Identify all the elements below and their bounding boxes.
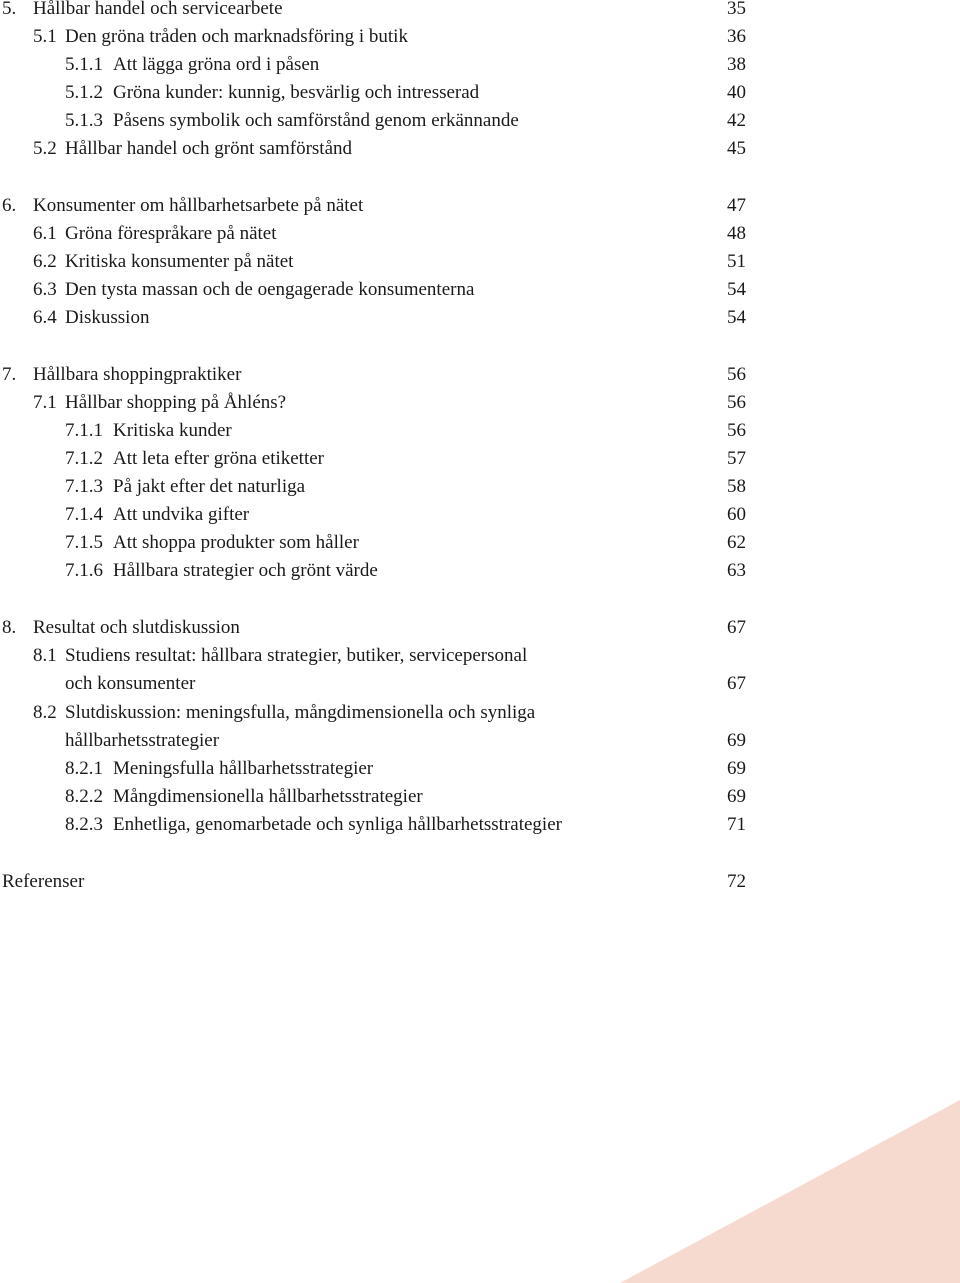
toc-page: 38 bbox=[727, 54, 746, 75]
toc-page: 36 bbox=[727, 26, 746, 47]
toc-page: 69 bbox=[727, 730, 746, 751]
toc-page: 42 bbox=[727, 110, 746, 131]
toc-number: 7. bbox=[2, 364, 17, 385]
toc-number: 5.1.1 bbox=[65, 54, 103, 75]
toc-page: 47 bbox=[727, 195, 746, 216]
toc-title: Kritiska kunder bbox=[113, 420, 232, 441]
toc-title: hållbarhetsstrategier bbox=[65, 730, 220, 751]
toc-number: 5.2 bbox=[33, 138, 57, 159]
corner-triangle bbox=[620, 1100, 960, 1283]
toc-title: Den gröna tråden och marknadsföring i butik bbox=[65, 26, 408, 47]
toc-title: Kritiska konsumenter på nätet bbox=[65, 251, 294, 272]
toc-page: 40 bbox=[727, 82, 746, 103]
toc-title: Resultat och slutdiskussion bbox=[33, 617, 240, 638]
toc-title: Gröna kunder: kunnig, besvärlig och intresserad bbox=[113, 82, 480, 103]
toc-page: 57 bbox=[727, 448, 746, 469]
toc-page: 67 bbox=[727, 617, 746, 638]
toc-title: Att leta efter gröna etiketter bbox=[113, 448, 325, 469]
toc-number: 6.4 bbox=[33, 307, 57, 328]
toc-page: 69 bbox=[727, 786, 746, 807]
toc-title: Konsumenter om hållbarhetsarbete på nätet bbox=[33, 195, 364, 216]
toc-number: 8.2 bbox=[33, 702, 57, 723]
toc-number: 7.1.3 bbox=[65, 476, 103, 497]
toc-number: 5.1.2 bbox=[65, 82, 103, 103]
toc-title: Hållbar handel och grönt samförstånd bbox=[65, 138, 353, 159]
toc-number: 8.2.1 bbox=[65, 758, 103, 779]
toc-title: På jakt efter det naturliga bbox=[113, 476, 306, 497]
toc-number: 6.1 bbox=[33, 223, 57, 244]
toc-page: 67 bbox=[727, 673, 746, 694]
toc-number: 7.1.1 bbox=[65, 420, 103, 441]
toc-page: 72 bbox=[727, 871, 746, 892]
toc-title: Studiens resultat: hållbara strategier, butiker, servicepersonal bbox=[65, 645, 528, 666]
toc-page: 60 bbox=[727, 504, 746, 525]
toc-title: Slutdiskussion: meningsfulla, mångdimensionella och synliga bbox=[65, 702, 536, 723]
toc-number: 8.2.3 bbox=[65, 814, 103, 835]
toc-page: 69 bbox=[727, 758, 746, 779]
toc-title: Mångdimensionella hållbarhetsstrategier bbox=[113, 786, 423, 807]
toc-number: 7.1 bbox=[33, 392, 57, 413]
toc-title: och konsumenter bbox=[65, 673, 196, 694]
toc-page: 48 bbox=[727, 223, 746, 244]
toc-number: 5. bbox=[2, 0, 17, 19]
toc-number: 7.1.5 bbox=[65, 532, 103, 553]
toc-title: Meningsfulla hållbarhetsstrategier bbox=[113, 758, 374, 779]
toc-number: 6.3 bbox=[33, 279, 57, 300]
toc-number: 7.1.4 bbox=[65, 504, 103, 525]
toc-page: 58 bbox=[727, 476, 746, 497]
toc-title: Hållbara strategier och grönt värde bbox=[113, 560, 378, 581]
toc-page: 56 bbox=[727, 420, 746, 441]
toc-number: 8.2.2 bbox=[65, 786, 103, 807]
toc-page: 56 bbox=[727, 364, 746, 385]
toc-title: Att undvika gifter bbox=[113, 504, 250, 525]
toc-page: 51 bbox=[727, 251, 746, 272]
toc-title: Enhetliga, genomarbetade och synliga hållbarhetsstrategier bbox=[113, 814, 562, 835]
toc-number: 6. bbox=[2, 195, 17, 216]
toc-number: 5.1 bbox=[33, 26, 57, 47]
toc-title: Hållbar handel och servicearbete bbox=[33, 0, 283, 19]
toc-title: Diskussion bbox=[65, 307, 150, 328]
toc-title: Referenser bbox=[2, 871, 85, 892]
toc-title: Påsens symbolik och samförstånd genom erkännande bbox=[113, 110, 519, 131]
toc-page: 35 bbox=[727, 0, 746, 19]
toc-page: 56 bbox=[727, 392, 746, 413]
toc-title: Att shoppa produkter som håller bbox=[113, 532, 359, 553]
toc-title: Hållbara shoppingpraktiker bbox=[33, 364, 242, 385]
toc-page: 54 bbox=[727, 307, 746, 328]
toc-page: 54 bbox=[727, 279, 746, 300]
toc-page: 45 bbox=[727, 138, 746, 159]
toc-number: 7.1.2 bbox=[65, 448, 103, 469]
toc-number: 8.1 bbox=[33, 645, 57, 666]
toc-title: Gröna förespråkare på nätet bbox=[65, 223, 277, 244]
toc-title: Hållbar shopping på Åhléns? bbox=[65, 392, 287, 413]
toc-page: 63 bbox=[727, 560, 746, 581]
toc-number: 6.2 bbox=[33, 251, 57, 272]
toc-number: 7.1.6 bbox=[65, 560, 103, 581]
toc-number: 5.1.3 bbox=[65, 110, 103, 131]
toc-page: 62 bbox=[727, 532, 746, 553]
toc-number: 8. bbox=[2, 617, 17, 638]
toc-title: Att lägga gröna ord i påsen bbox=[113, 54, 320, 75]
toc-title: Den tysta massan och de oengagerade konsumenterna bbox=[65, 279, 475, 300]
toc-page: 71 bbox=[727, 814, 746, 835]
